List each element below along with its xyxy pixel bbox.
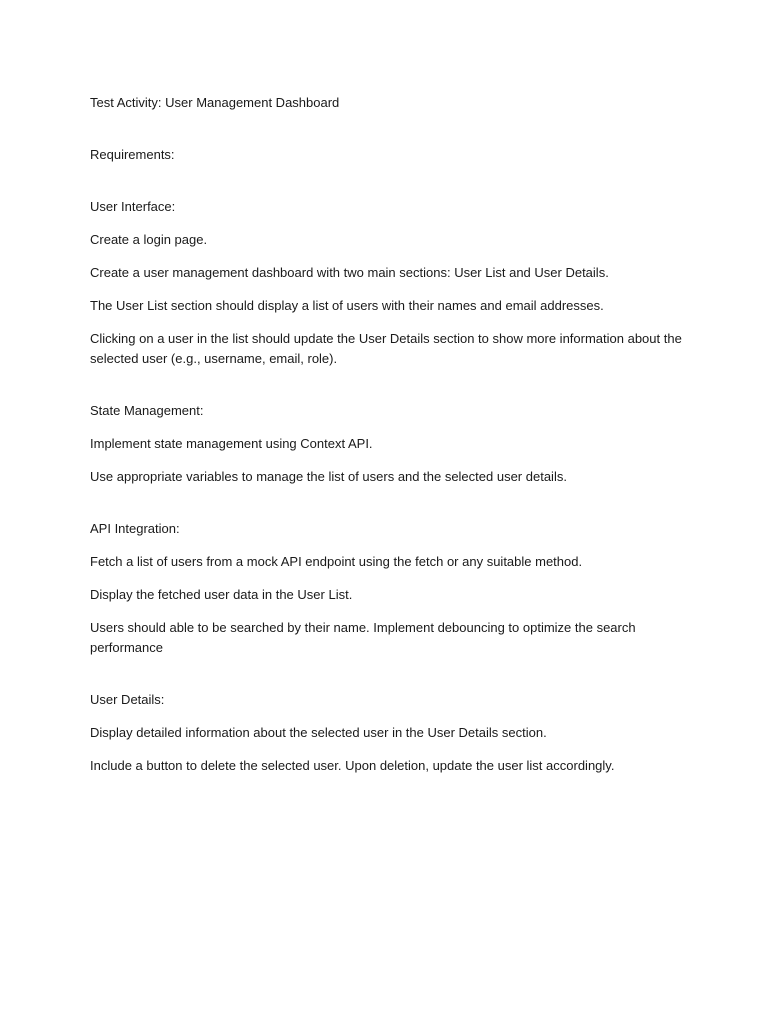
section-heading-api-integration: API Integration: [90,521,180,536]
requirement-item: Users should able to be searched by their name. Implement debouncing to optimize the search performance [90,620,636,655]
requirement-item: Create a login page. [90,232,208,247]
section-heading-state-management: State Management: [90,403,204,418]
document-body [90,93,690,789]
requirement-item: The User List section should display a list of users with their names and email addresses. [90,298,604,313]
requirement-item: Clicking on a user in the list should update the User Details section to show more information about the selected user (e.g., username, email, role). [90,331,682,366]
requirement-item: Fetch a list of users from a mock API endpoint using the fetch or any suitable method. [90,554,583,569]
section-heading-user-interface: User Interface: [90,199,176,214]
requirement-item: Implement state management using Context API. [90,436,373,451]
section-heading-user-details: User Details: [90,692,165,707]
requirement-item: Include a button to delete the selected user. Upon deletion, update the user list accordingly. [90,758,615,773]
requirement-item: Display the fetched user data in the User List. [90,587,353,602]
requirement-item: Display detailed information about the selected user in the User Details section. [90,725,547,740]
requirements-label: Requirements: [90,147,175,162]
requirement-item: Use appropriate variables to manage the list of users and the selected user details. [90,469,567,484]
requirement-item: Create a user management dashboard with two main sections: User List and User Details. [90,265,609,280]
document-title: Test Activity: User Management Dashboard [90,95,340,110]
